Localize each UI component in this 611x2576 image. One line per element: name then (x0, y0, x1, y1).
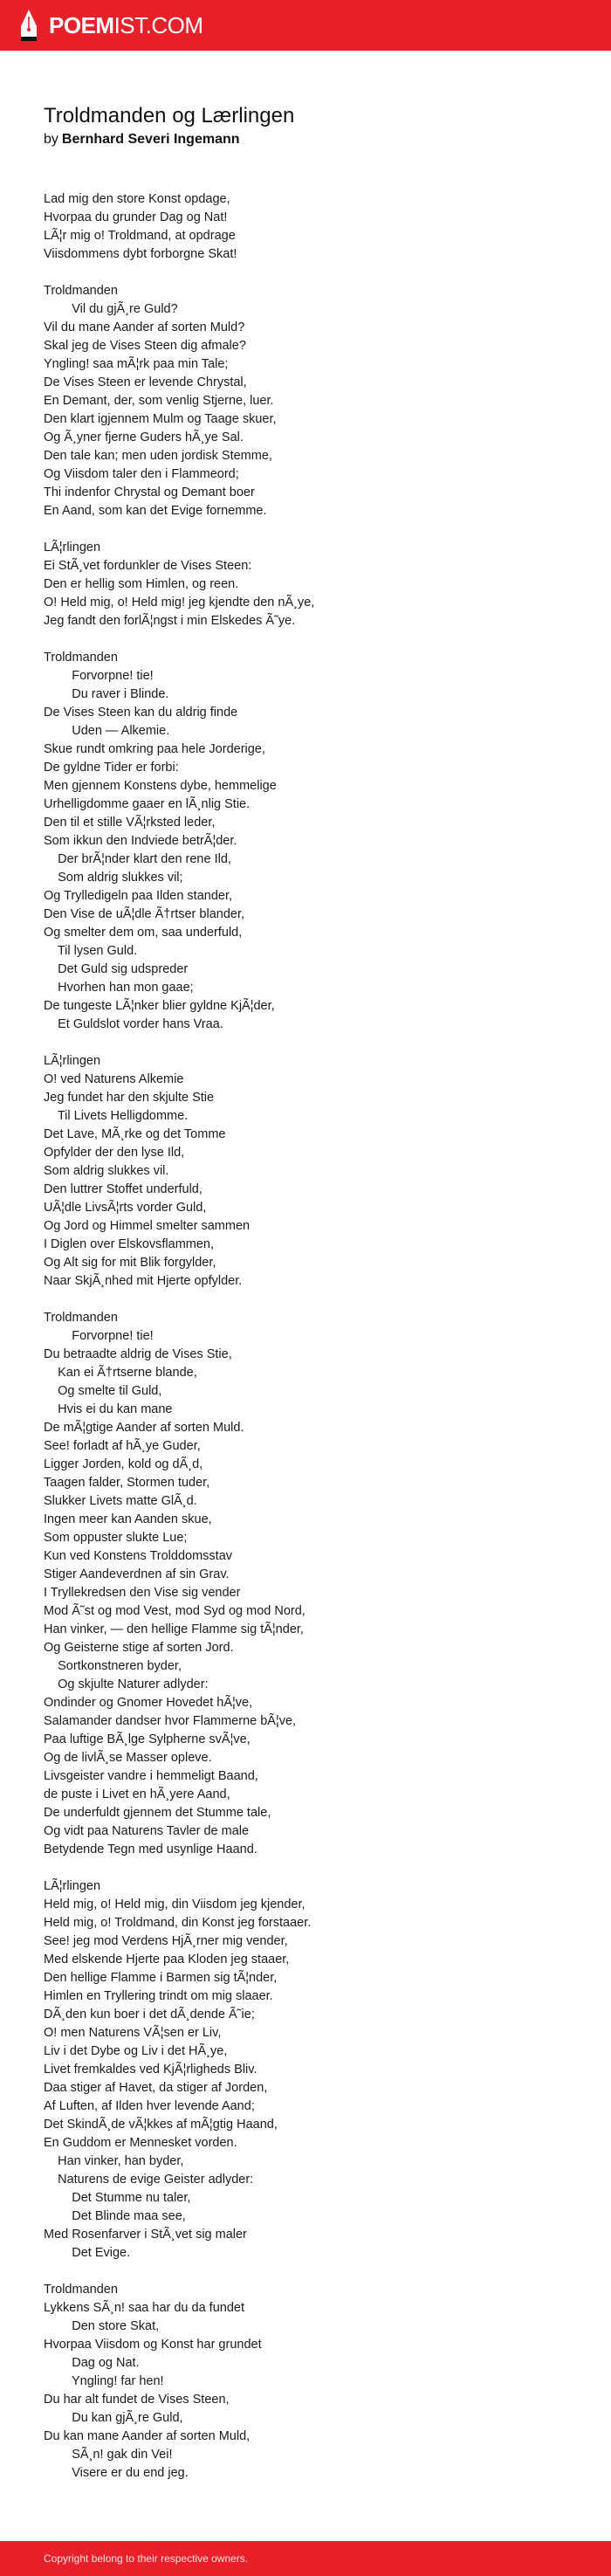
poem-line: De underfuldt gjennem det Stumme tale, (44, 1806, 271, 1820)
poem-line: Uden — Alkemie. (44, 724, 170, 738)
poem-line: Og smelter dem om, saa underfuld, (44, 926, 243, 940)
poem-line: Som aldrig slukkes vil. (44, 1164, 169, 1178)
poem-line: Det Guld sig udspreder (44, 962, 189, 976)
byline-label: by (44, 132, 58, 147)
poem-line: Og Geisterne stige af sorten Jord. (44, 1641, 234, 1655)
poem-line: LÃ¦r mig o! Troldmand, at opdrage (44, 229, 236, 243)
poem-line: Det SkindÃ¸de vÃ¦kkes af mÃ¦gtig Haand, (44, 2118, 278, 2132)
poem-byline (44, 131, 576, 148)
poem-line: Og Viisdom taler den i Flammeord; (44, 467, 239, 481)
poem-line: Betydende Tegn med usynlige Haand. (44, 1842, 257, 1856)
poem-line: Og Alt sig for mit Blik forgylder, (44, 1256, 216, 1270)
poem-line: Lykkens SÃ¸n! saa har du da fundet (44, 2301, 244, 2315)
poem-stanza (44, 190, 576, 264)
poem-line: LÃ¦rlingen (44, 1879, 101, 1893)
poem-line: Livsgeister vandre i hemmeligt Baand, (44, 1769, 258, 1783)
top-bar (0, 0, 611, 51)
poem-line: En Aand, som kan det Evige fornemme. (44, 504, 267, 518)
poem-line: Det Evige. (44, 2246, 131, 2260)
poem-line: Du kan gjÃ¸re Guld, (44, 2411, 183, 2425)
poem-line: See! jeg mod Verdens HjÃ¸rner mig vender, (44, 1934, 288, 1948)
poem-line: SÃ¸n! gak din Vei! (44, 2448, 173, 2462)
poem-line: Yngling! far hen! (44, 2374, 164, 2388)
poem-line: Forvorpne! tie! (44, 1329, 154, 1343)
poem-content (44, 103, 576, 2501)
poem-line: Jeg fandt den forlÃ¦ngst i min Elskedes Ã˜ye. (44, 614, 296, 628)
poem-line: LÃ¦rlingen (44, 1054, 101, 1068)
poem-line: Det Stumme nu taler, (44, 2191, 191, 2205)
poem-line: Men gjennem Konstens dybe, hemmelige (44, 779, 277, 793)
poem-line: Den hellige Flamme i Barmen sig tÃ¦nder, (44, 1971, 278, 1985)
poem-line: DÃ¸den kun boer i det dÃ¸dende Ã˜ie; (44, 2008, 255, 2022)
poem-line: O! ved Naturens Alkemie (44, 1072, 184, 1086)
poem-line: I Diglen over Elskovsflammen, (44, 1237, 215, 1251)
poem-line: Til lysen Guld. (44, 944, 138, 958)
poem-line: Et Guldslot vorder hans Vraa. (44, 1017, 223, 1031)
poem-line: Opfylder der den lyse Ild, (44, 1146, 185, 1160)
poem-stanza (44, 1309, 576, 1859)
poem-line: Af Luften, af Ilden hver levende Aand; (44, 2099, 255, 2113)
poem-line: Troldmanden (44, 284, 118, 298)
poem-line: De mÃ¦gtige Aander af sorten Muld. (44, 1421, 244, 1435)
poem-stanza (44, 649, 576, 1034)
footer-bar (0, 2541, 611, 2576)
poem-line: Den klart igjennem Mulm og Taage skuer, (44, 412, 277, 426)
poem-line: Som ikkun den Indviede betrÃ¦der. (44, 834, 237, 848)
poem-line: Den tale kan; men uden jordisk Stemme, (44, 449, 272, 463)
poem-line: Urhelligdomme gaaer en lÃ¸nlig Stie. (44, 797, 251, 811)
poem-line: Som aldrig slukkes vil; (44, 871, 183, 885)
poem-line: Troldmanden (44, 2283, 118, 2297)
poem-line: Skue rundt omkring paa hele Jorderige, (44, 742, 265, 756)
logo-wordmark-bold: POEM (49, 11, 114, 38)
poem-line: Og smelte til Guld, (44, 1384, 162, 1398)
poem-line: Den er hellig som Himlen, og reen. (44, 577, 239, 591)
poem-line: Den store Skat, (44, 2319, 160, 2333)
poem-line: Paa luftige BÃ¸lge Sylpherne svÃ¦ve, (44, 1732, 251, 1746)
poem-line: Kun ved Konstens Trolddomsstav (44, 1549, 233, 1563)
poem-stanza (44, 1052, 576, 1291)
poem-line: Held mig, o! Held mig, din Viisdom jeg kjender, (44, 1898, 306, 1911)
poem-line: De gyldne Tider er forbi: (44, 761, 179, 775)
poem-line: Viisdommens dybt forborgne Skat! (44, 247, 237, 261)
poem-line: Med elskende Hjerte paa Kloden jeg staaer, (44, 1953, 290, 1966)
poem-line: O! Held mig, o! Held mig! jeg kjendte den nÃ¸ye, (44, 596, 315, 610)
poem-line: Hvis ei du kan mane (44, 1402, 173, 1416)
poem-line: Dag og Nat. (44, 2356, 140, 2370)
poem-line: Det Lave, MÃ¸rke og det Tomme (44, 1127, 226, 1141)
poem-line: Og de livlÃ¸se Masser opleve. (44, 1751, 212, 1765)
poem-stanza (44, 539, 576, 630)
poem-line: Til Livets Helligdomme. (44, 1109, 189, 1123)
poem-line: Du raver i Blinde. (44, 687, 169, 701)
poem-line: Salamander dandser hvor Flammerne bÃ¦ve, (44, 1714, 297, 1728)
poem-line: Vil du gjÃ¸re Guld? (44, 302, 178, 316)
poem-line: Ligger Jorden, kold og dÃ¸d, (44, 1457, 203, 1471)
poem-line: De Vises Steen er levende Chrystal, (44, 375, 247, 389)
poem-line: Taagen falder, Stormen tuder, (44, 1476, 210, 1490)
poem-line: De Vises Steen kan du aldrig finde (44, 706, 238, 720)
poem-line: Og vidt paa Naturens Tavler de male (44, 1824, 250, 1838)
poem-line: En Guddom er Mennesket vorden. (44, 2136, 237, 2150)
poem-stanza (44, 1877, 576, 2263)
poem-line: Ondinder og Gnomer Hovedet hÃ¦ve, (44, 1696, 253, 1710)
poem-line: Det Blinde maa see, (44, 2209, 186, 2223)
poem-line: Som oppuster slukte Lue; (44, 1531, 188, 1545)
poem-title: Troldmanden og Lærlingen (44, 104, 295, 127)
poem-line: Du kan mane Aander af sorten Muld, (44, 2429, 251, 2443)
poem-line: Han vinker, — den hellige Flamme sig tÃ¦nder, (44, 1622, 304, 1636)
poem-line: Naturens de evige Geister adlyder: (44, 2173, 254, 2187)
poem-line: Du betraadte aldrig de Vises Stie, (44, 1347, 232, 1361)
site-logo[interactable] (17, 8, 203, 43)
poem-line: Troldmanden (44, 651, 118, 665)
poem-line: Og Trylledigeln paa Ilden stander, (44, 889, 233, 903)
poem-line: Ingen meer kan Aanden skue, (44, 1512, 212, 1526)
poem-line: Den Vise de uÃ¦dle Ã†rtser blander, (44, 907, 245, 921)
poem-line: Kan ei Ã†rtserne blande, (44, 1366, 197, 1380)
poem-line: See! forladt af hÃ¸ye Guder, (44, 1439, 201, 1453)
poem-line: Hvorpaa du grunder Dag og Nat! (44, 210, 228, 224)
poem-line: Mod Ã˜st og mod Vest, mod Syd og mod Nord, (44, 1604, 306, 1618)
poem-line: Ei StÃ¸vet fordunkler de Vises Steen: (44, 559, 252, 573)
poem-line: Forvorpne! tie! (44, 669, 154, 683)
logo-wordmark (49, 12, 203, 39)
poem-stanza (44, 282, 576, 520)
poem-line: Og Ã¸yner fjerne Guders hÃ¸ye Sal. (44, 430, 244, 444)
poem-line: Liv i det Dybe og Liv i det HÃ¸ye, (44, 2044, 228, 2058)
poem-line: Skal jeg de Vises Steen dig afmale? (44, 339, 246, 353)
poem-line: De tungeste LÃ¦nker blier gyldne KjÃ¦der, (44, 999, 275, 1013)
poem-line: UÃ¦dle LivsÃ¦rts vorder Guld, (44, 1201, 207, 1215)
poem-line: I Tryllekredsen den Vise sig vender (44, 1586, 241, 1600)
poem-line: Den til et stille VÃ¦rksted leder, (44, 816, 216, 830)
poem-line: de puste i Livet en hÃ¸yere Aand, (44, 1787, 230, 1801)
poem-line: Og skjulte Naturer adlyder: (44, 1677, 209, 1691)
poem-line: LÃ¦rlingen (44, 541, 101, 554)
poem-line: Stiger Aandeverdnen af sin Grav. (44, 1567, 230, 1581)
poem-line: Slukker Livets matte GlÃ¸d. (44, 1494, 197, 1508)
author-link[interactable]: Bernhard Severi Ingemann (61, 132, 240, 147)
poem-line: Du har alt fundet de Vises Steen, (44, 2393, 230, 2407)
poem-line: Vil du mane Aander af sorten Muld? (44, 320, 245, 334)
poem-line: Visere er du end jeg. (44, 2466, 189, 2480)
poem-line: Held mig, o! Troldmand, din Konst jeg forstaaer. (44, 1916, 312, 1930)
poem-line: Thi indenfor Chrystal og Demant boer (44, 486, 255, 499)
poem-line: Den luttrer Stoffet underfuld, (44, 1182, 203, 1196)
poem-line: Der brÃ¦nder klart den rene Ild, (44, 852, 231, 866)
poem-stanza (44, 2281, 576, 2483)
poem-line: Med Rosenfarver i StÃ¸vet sig maler (44, 2228, 247, 2242)
poem-line: Sortkonstneren byder, (44, 1659, 182, 1673)
poem-line: Naar SkjÃ¸nhed mit Hjerte opfylder. (44, 1274, 243, 1288)
poem-line: Hvorpaa Viisdom og Konst har grundet (44, 2338, 262, 2352)
poem-line: Troldmanden (44, 1311, 118, 1325)
poem-line: Hvorhen han mon gaae; (44, 981, 194, 995)
poem-line: Og Jord og Himmel smelter sammen (44, 1219, 251, 1233)
poem-line: Livet fremkaldes ved KjÃ¦rligheds Bliv. (44, 2063, 257, 2077)
quill-pen-icon (17, 9, 40, 42)
logo-wordmark-light: IST.COM (113, 11, 203, 38)
poem-line: O! men Naturens VÃ¦sen er Liv, (44, 2026, 222, 2040)
poem-line: Lad mig den store Konst opdage, (44, 192, 230, 206)
poem-line: Han vinker, han byder, (44, 2154, 184, 2168)
poem-body (44, 190, 576, 2483)
poem-line: Jeg fundet har den skjulte Stie (44, 1091, 215, 1105)
poem-line: En Demant, der, som venlig Stjerne, luer. (44, 394, 274, 408)
poem-line: Daa stiger af Havet, da stiger af Jorden, (44, 2081, 268, 2095)
poem-line: Himlen en Tryllering trindt om mig slaaer. (44, 1989, 273, 2003)
poem-line: Yngling! saa mÃ¦rk paa min Tale; (44, 357, 229, 371)
copyright-notice: Copyright belong to their respective owners. (44, 2552, 249, 2565)
